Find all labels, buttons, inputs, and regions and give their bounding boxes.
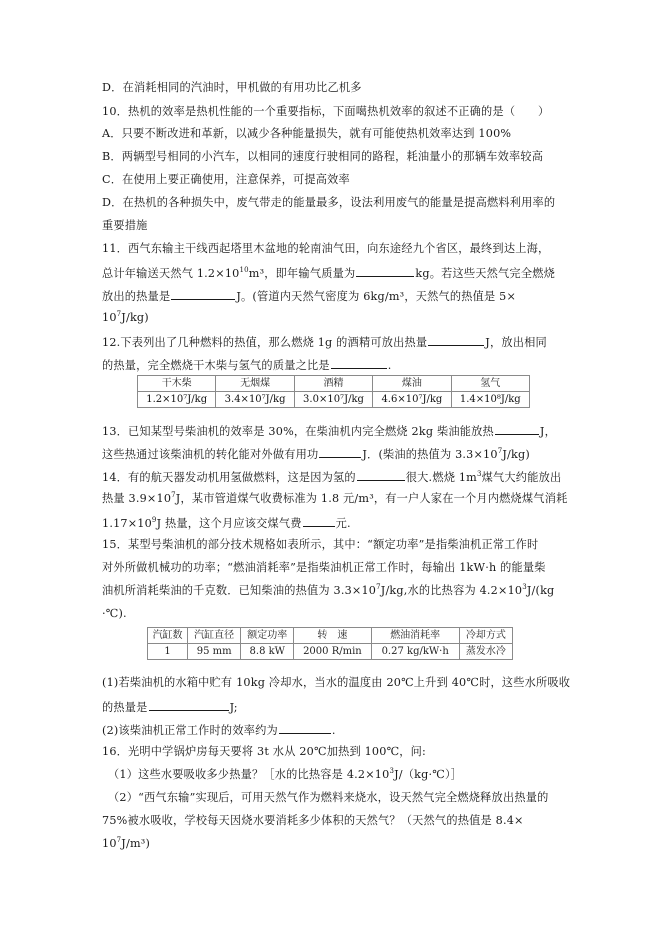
option-text: A．只要不断改进和革新，以减少各种能量损失，就有可能使热机效率达到 100% [102, 127, 512, 140]
text: 的热量是 [102, 701, 148, 714]
question-12-line2 [102, 357, 392, 373]
question-15-line2 [102, 561, 546, 575]
text: 热量 3.9×10 [102, 492, 172, 505]
question-15 [102, 538, 538, 552]
fuel-heat-value-table [137, 375, 530, 408]
question-text: 16．光明中学锅炉房每天要将 3t 水从 20℃加热到 100℃，问: [102, 745, 427, 758]
table-header-cell: 汽缸数 [148, 628, 188, 644]
question-11-line3 [102, 288, 516, 304]
text: 75%被水吸收，学校每天因烧水要消耗多少体积的天然气？（天然气的热值是 8.4× [102, 814, 524, 827]
text: J/kg) [502, 448, 530, 461]
text: J/(kg [526, 584, 555, 597]
question-13-line2 [102, 446, 530, 462]
answer-blank[interactable] [331, 357, 387, 369]
answer-blank[interactable] [319, 446, 361, 458]
question-16-sub2-line3 [102, 837, 150, 851]
table-header-cell: 燃油消耗率 [371, 628, 459, 644]
question-14-line2 [102, 492, 567, 506]
question-16-sub2 [108, 791, 549, 805]
question-text: 11．西气东输主干线西起塔里木盆地的轮南油气田，向东途经九个省区，最终到达上海， [102, 242, 550, 255]
text: J。(管道内天然气密度为 6kg/m³，天然气的热值是 5× [236, 290, 517, 303]
superscript: 7 [116, 836, 122, 844]
question-15-line3 [102, 584, 554, 598]
text: 这些热通过该柴油机的转化能对外做有用功 [102, 448, 319, 461]
text: J; [229, 701, 238, 714]
text: J， [539, 425, 556, 438]
answer-blank[interactable] [149, 699, 229, 711]
text: （1）这些水要吸收多少热量？［水的比热容是 4.2×10 [108, 768, 390, 781]
question-11-line4 [102, 311, 149, 325]
text: J．(柴油的热值为 3.3×10 [362, 448, 498, 461]
text: 放出的热量是 [102, 290, 171, 303]
table-header-cell: 酒精 [294, 376, 372, 392]
option-c [102, 173, 350, 187]
text: 10 [102, 837, 117, 850]
superscript: 7 [116, 310, 122, 318]
table-cell: 1.2×10⁷J/kg [138, 392, 216, 408]
question-text: 12.下表列出了几种燃料的热值，那么燃烧 1g 的酒精可放出热量 [102, 336, 428, 349]
superscript: 9 [151, 516, 157, 524]
superscript: 3 [522, 583, 527, 591]
question-15-sub1 [102, 676, 570, 690]
text: J，某市管道煤气收费标准为 1.8 元/m³，有一户人家在一个月内燃烧煤气消耗 [175, 492, 568, 505]
question-16-sub2-line2 [102, 814, 524, 828]
text-line [102, 81, 362, 95]
answer-blank[interactable] [495, 423, 539, 435]
answer-blank[interactable] [303, 515, 335, 527]
text: . [387, 359, 392, 372]
text: 元. [335, 517, 351, 530]
table-header-row [138, 376, 530, 392]
table-header-cell: 无烟煤 [216, 376, 294, 392]
text: J 热量，这个月应该交煤气费 [156, 517, 302, 530]
text: 1.17×10 [102, 517, 152, 530]
question-11 [102, 242, 549, 256]
answer-blank[interactable] [428, 334, 484, 346]
table-cell: 8.8 kW [241, 644, 294, 660]
question-12 [102, 334, 547, 350]
question-16 [102, 745, 426, 759]
text: 煤气大约能放出 [481, 471, 562, 484]
text: J/kg) [121, 311, 149, 324]
text: 油机所消耗柴油的千克数．已知柴油的热值为 3.3×10 [102, 584, 377, 597]
text: m³，即年输气质量为 [248, 267, 356, 280]
table-cell: 蒸发水冷 [459, 644, 512, 660]
table-header-cell: 氢气 [451, 376, 529, 392]
table-header-cell: 转 速 [294, 628, 371, 644]
superscript: 7 [497, 447, 503, 455]
answer-blank[interactable] [356, 265, 414, 277]
table-header-row [148, 628, 513, 644]
question-text: 15．某型号柴油机的部分技术规格如表所示，其中：“额定功率”是指柴油机正常工作时 [102, 538, 539, 551]
text: 总计年输送天然气 1.2×10 [102, 267, 240, 280]
table-header-cell: 汽缸直径 [188, 628, 241, 644]
table-cell: 1.4×10⁸J/kg [451, 392, 529, 408]
superscript: 3 [389, 767, 395, 775]
text: 对外所做机械功的功率；“燃油消耗率”是指柴油机正常工作时，每输出 1kW·h 的能量柴 [102, 561, 546, 574]
text: J/kg,水的比热容为 4.2×10 [380, 584, 523, 597]
superscript: 3 [476, 470, 482, 478]
option-text: D．在热机的各种损失中，废气带走的能量最多，设法利用废气的能量是提高燃料利用率的 [102, 196, 556, 209]
table-cell: 95 mm [188, 644, 241, 660]
table-cell: 1 [148, 644, 188, 660]
table-cell: 3.4×10⁷J/kg [216, 392, 294, 408]
table-row [138, 392, 530, 408]
question-11-line2 [102, 265, 555, 281]
text: （2）“西气东输”实现后，可用天然气作为燃料来烧水，设天然气完全燃烧释放出热量的 [108, 791, 549, 804]
superscript: 7 [171, 491, 176, 499]
engine-spec-table [147, 627, 513, 660]
text: 很大.燃烧 1m [405, 471, 477, 484]
text: kg。若这些天然气完全燃烧 [415, 267, 555, 280]
table-cell: 3.0×10⁷J/kg [294, 392, 372, 408]
question-15-sub2 [102, 722, 336, 738]
answer-blank[interactable] [171, 288, 235, 300]
answer-blank[interactable] [357, 469, 405, 481]
table-row [148, 644, 513, 660]
question-16-sub1 [108, 768, 462, 782]
table-cell: 4.6×10⁷J/kg [373, 392, 451, 408]
table-header-cell: 干木柴 [138, 376, 216, 392]
question-15-line4 [102, 607, 127, 621]
question-text: 13．已知某型号柴油机的效率是 30%，在柴油机内完全燃烧 2kg 柴油能放热 [102, 425, 494, 438]
option-b [102, 150, 543, 164]
option-a [102, 127, 511, 141]
text: J/m³) [121, 837, 151, 850]
superscript: 10 [239, 266, 249, 274]
table-header-cell: 冷却方式 [459, 628, 512, 644]
answer-blank[interactable] [279, 722, 331, 734]
table-header-cell: 煤油 [373, 376, 451, 392]
option-text: D．在消耗相同的汽油时，甲机做的有用功比乙机多 [102, 81, 362, 94]
text: . [331, 724, 336, 737]
option-text: B．两辆型号相同的小汽车，以相同的速度行驶相同的路程，耗油量小的那辆车效率较高 [102, 150, 544, 163]
question-14-line3 [102, 515, 351, 531]
text: (1)若柴油机的水箱中贮有 10kg 冷却水，当水的温度由 20℃上升到 40℃时，这些水所吸收 [102, 676, 571, 689]
text: J，放出相同 [485, 336, 547, 349]
question-13 [102, 423, 556, 439]
table-cell: 0.27 kg/kW·h [371, 644, 459, 660]
question-14 [102, 469, 561, 485]
table-header-cell: 额定功率 [241, 628, 294, 644]
question-15-sub1-line2 [102, 699, 238, 715]
text: ·℃). [102, 607, 127, 620]
question-text: 14．有的航天器发动机用氢做燃料，这是因为氢的 [102, 471, 356, 484]
option-text: C．在使用上要正确使用，注意保养，可提高效率 [102, 173, 350, 186]
option-d [102, 196, 555, 210]
text: 的热量，完全燃烧干木柴与氢气的质量之比是 [102, 359, 330, 372]
question-text: 10．热机的效率是热机性能的一个重要指标，下面噶热机效率的叙述不正确的是（ ） [102, 105, 550, 118]
superscript: 7 [376, 583, 381, 591]
text: J/（kg·℃）］ [394, 768, 463, 781]
text: 10 [102, 311, 117, 324]
question-10 [102, 105, 549, 119]
option-d-cont [102, 219, 148, 233]
text: (2)该柴油机正常工作时的效率约为 [102, 724, 278, 737]
option-text: 重要措施 [102, 219, 148, 232]
table-cell: 2000 R/min [294, 644, 371, 660]
